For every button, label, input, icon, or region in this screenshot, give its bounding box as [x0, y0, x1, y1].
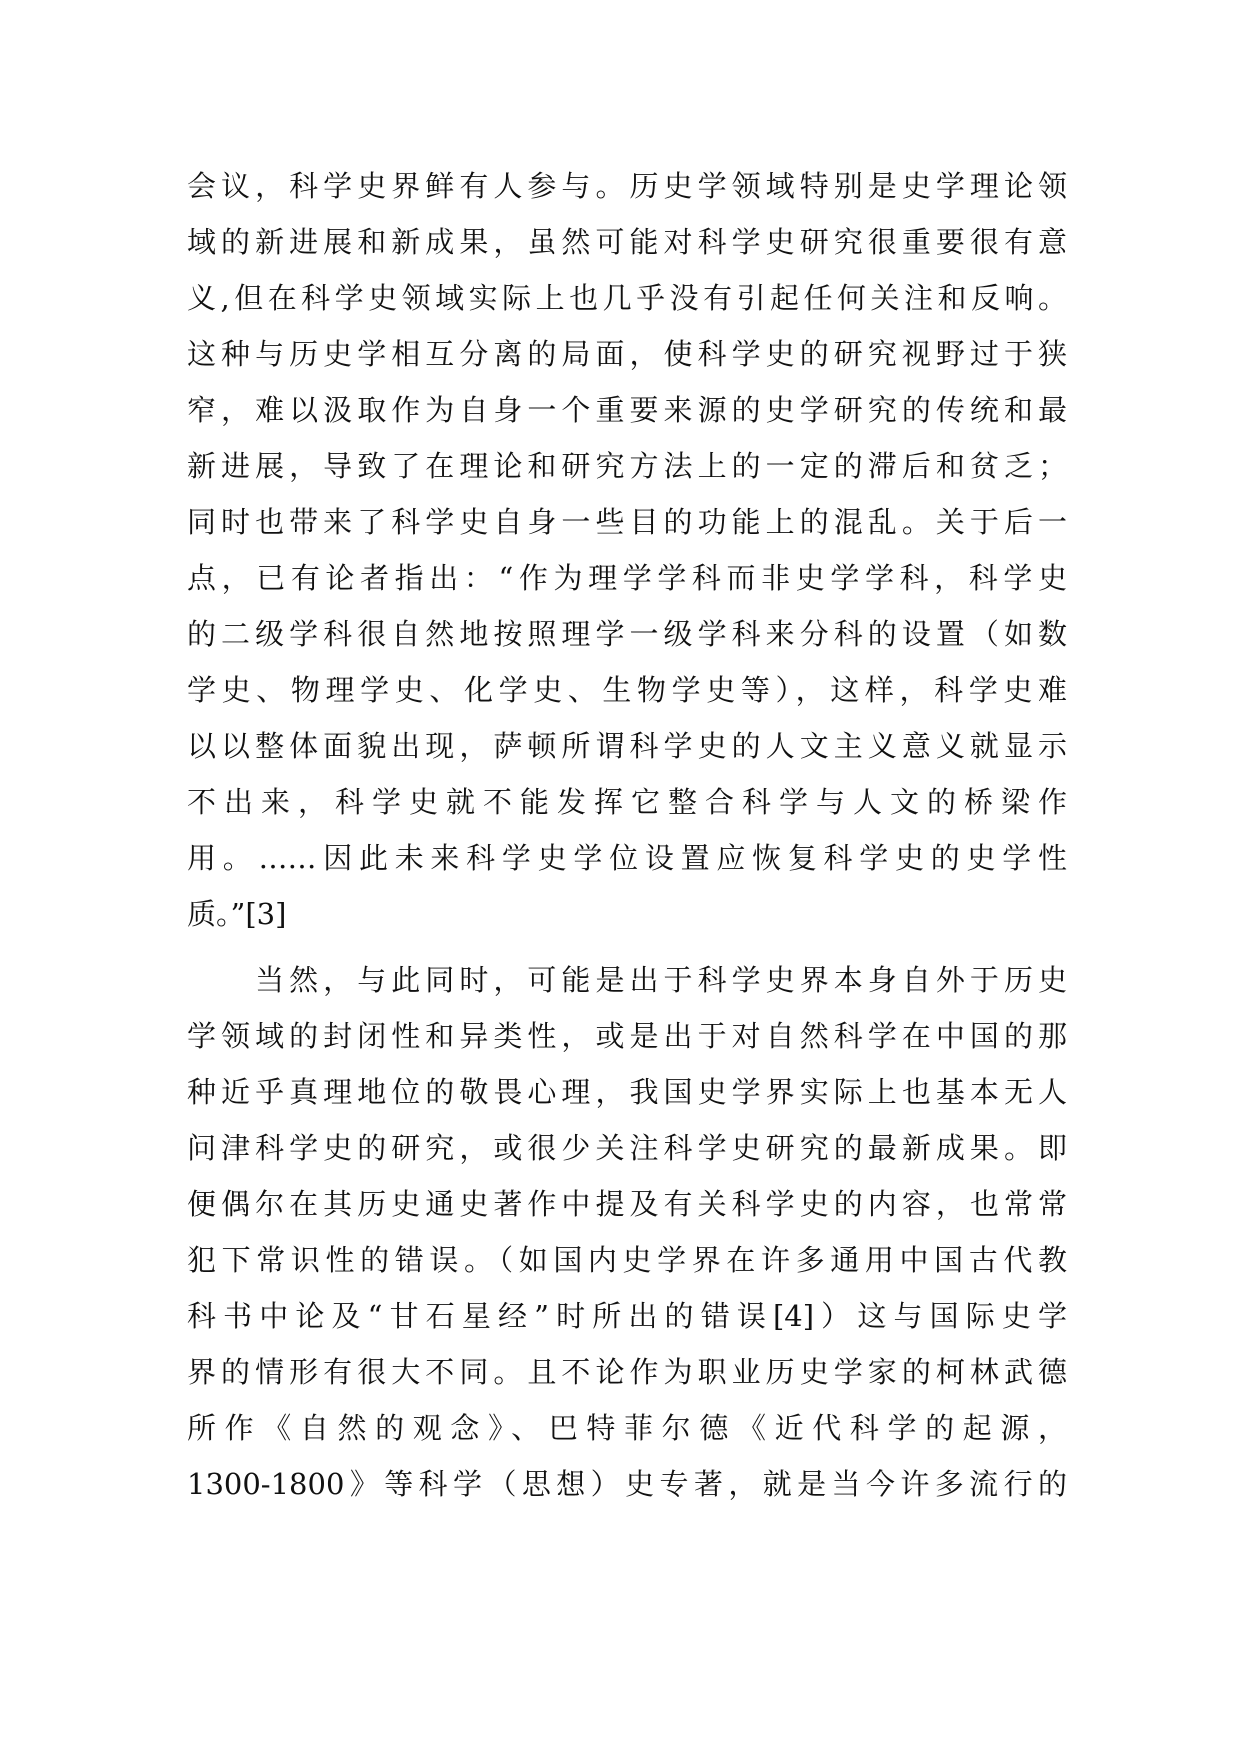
- text-line: 同时也带来了科学史自身一些目的功能上的混乱。关于后一: [187, 505, 1067, 539]
- text-line: 种近乎真理地位的敬畏心理，我国史学界实际上也基本无人: [187, 1075, 1067, 1109]
- text-line: 新进展，导致了在理论和研究方法上的一定的滞后和贫乏；: [187, 449, 1067, 483]
- text-line: 问津科学史的研究，或很少关注科学史研究的最新成果。即: [187, 1131, 1067, 1165]
- body-text: [187, 158, 1067, 1512]
- text-line: 域的新进展和新成果，虽然可能对科学史研究很重要很有意: [187, 225, 1067, 259]
- text-line: 学领域的封闭性和异类性，或是出于对自然科学在中国的那: [187, 1019, 1067, 1053]
- text-line: 义,但在科学史领域实际上也几乎没有引起任何关注和反响。: [187, 281, 1067, 315]
- paragraph-gap: [187, 942, 1067, 952]
- paragraph-2: [187, 952, 1067, 1512]
- text-line: 当然，与此同时，可能是出于科学史界本身自外于历史: [187, 963, 1067, 997]
- text-line: 1300-1800》等科学（思想）史专著，就是当今许多流行的: [187, 1467, 1067, 1501]
- text-line: 学史、物理学史、化学史、生物学史等），这样，科学史难: [187, 673, 1067, 707]
- text-line: 质。”[3]: [187, 897, 287, 931]
- paragraph-1: [187, 158, 1067, 942]
- text-line: 科书中论及“甘石星经”时所出的错误[4]）这与国际史学: [187, 1299, 1067, 1333]
- text-line: 所作《自然的观念》、巴特菲尔德《近代科学的起源，: [187, 1411, 1067, 1445]
- text-line: 窄，难以汲取作为自身一个重要来源的史学研究的传统和最: [187, 393, 1067, 427]
- text-line: 界的情形有很大不同。且不论作为职业历史学家的柯林武德: [187, 1355, 1067, 1389]
- text-line: 不出来，科学史就不能发挥它整合科学与人文的桥梁作: [187, 785, 1067, 819]
- text-line: 会议，科学史界鲜有人参与。历史学领域特别是史学理论领: [187, 169, 1067, 203]
- text-line: 便偶尔在其历史通史著作中提及有关科学史的内容，也常常: [187, 1187, 1067, 1221]
- text-line: 犯下常识性的错误。（如国内史学界在许多通用中国古代教: [187, 1243, 1067, 1277]
- text-line: 的二级学科很自然地按照理学一级学科来分科的设置（如数: [187, 617, 1067, 651]
- text-line: 这种与历史学相互分离的局面，使科学史的研究视野过于狭: [187, 337, 1067, 371]
- text-line: 以以整体面貌出现，萨顿所谓科学史的人文主义意义就显示: [187, 729, 1067, 763]
- text-line: 点，已有论者指出：“作为理学学科而非史学学科，科学史: [187, 561, 1067, 595]
- text-line: 用。……因此未来科学史学位设置应恢复科学史的史学性: [187, 841, 1067, 875]
